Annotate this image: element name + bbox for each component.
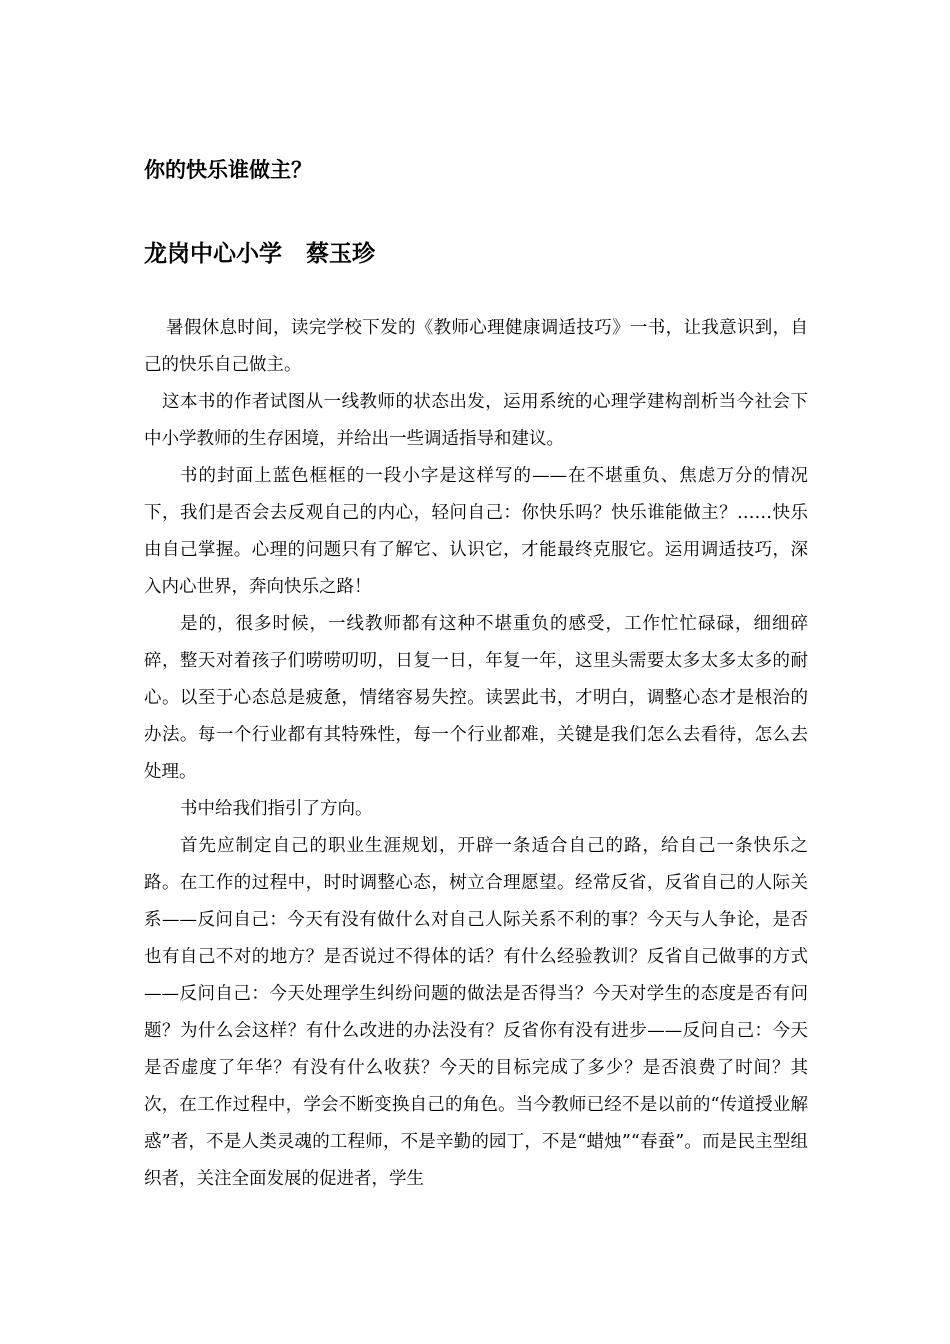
paragraph: 首先应制定自己的职业生涯规划，开辟一条适合自己的路，给自己一条快乐之路。在工作的过程中，时时调整心态，树立合理愿望。经常反省，反省自己的人际关系——反问自己：今天有没有做什么对自己人际关系不利的事？今天与人争论，是否也有自己不对的地方？是否说过不得体的话？有什么经验教训？反省自己做事的方式——反问自己：今天处理学生纠纷问题的做法是否得当？今天对学生的态度是否有问题？为什么会这样？有什么改进的办法没有？反省你有没有进步——反问自己：今天是否虚度了年华？有没有什么收获？今天的目标完成了多少？是否浪费了时间？其次，在工作过程中，学会不断变换自己的角色。当今教师已经不是以前的“传道授业解惑”者，不是人类灵魂的工程师，不是辛勤的园丁，不是“蜡烛”“春蚕”。而是民主型组织者，关注全面发展的促进者，学生 xyxy=(144,836,808,1189)
paragraph: 暑假休息时间，读完学校下发的《教师心理健康调适技巧》一书，让我意识到，自己的快乐自己做主。 xyxy=(144,318,808,375)
paragraph: 这本书的作者试图从一线教师的状态出发，运用系统的心理学建构剖析当今社会下中小学教师的生存困境，并给出一些调适指导和建议。 xyxy=(144,392,808,449)
author-line: 龙岗中心小学 蔡玉珍 xyxy=(144,241,376,267)
document-title: 你的快乐谁做主？ xyxy=(144,158,312,182)
paragraph: 书的封面上蓝色框框的一段小字是这样写的——在不堪重负、焦虑万分的情况下，我们是否会去反观自己的内心，轻问自己：你快乐吗？快乐谁能做主？……快乐由自己掌握。心理的问题只有了解它、认识它，才能最终克服它。运用调适技巧，深入内心世界，奔向快乐之路！ xyxy=(144,466,808,597)
document-body xyxy=(144,310,808,1198)
paragraph: 是的，很多时候，一线教师都有这种不堪重负的感受，工作忙忙碌碌，细细碎碎，整天对着孩子们唠唠叨叨，日复一日，年复一年，这里头需要太多太多太多的耐心。以至于心态总是疲惫，情绪容易失控。读罢此书，才明白，调整心态才是根治的办法。每一个行业都有其特殊性，每一个行业都难，关键是我们怎么去看待，怎么去处理。 xyxy=(144,614,808,782)
paragraph: 书中给我们指引了方向。 xyxy=(180,799,373,819)
